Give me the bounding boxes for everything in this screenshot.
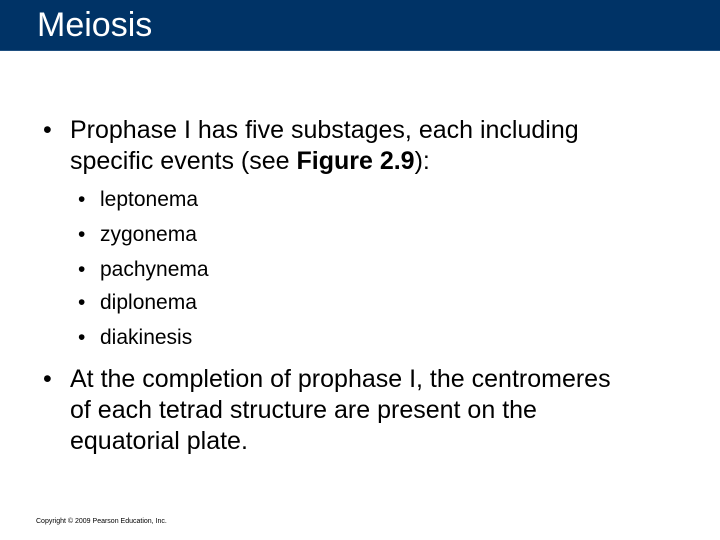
subbullet-dot: • <box>78 291 86 314</box>
subbullet-label: pachynema <box>100 258 209 281</box>
bullet-completion-line3: equatorial plate. <box>70 427 248 455</box>
bullet-prophase-line2-post: ): <box>414 147 430 175</box>
bullet-dot: • <box>43 365 52 393</box>
figure-reference: Figure 2.9 <box>296 147 415 175</box>
bullet-prophase <box>43 115 703 177</box>
subbullet-dot: • <box>78 326 86 349</box>
bullet-completion-line1: At the completion of prophase I, the centromeres <box>70 365 611 393</box>
bullet-prophase-line2 <box>70 146 430 177</box>
subbullet-label: leptonema <box>100 188 199 211</box>
subbullet-label: diplonema <box>100 291 197 314</box>
subbullet-dot: • <box>78 258 86 281</box>
subbullet-dot: • <box>78 223 86 246</box>
slide-title: Meiosis <box>37 6 153 44</box>
bullet-prophase-line1: Prophase I has five substages, each including <box>70 116 579 144</box>
subbullet-label: zygonema <box>100 223 197 246</box>
bullet-dot: • <box>43 116 52 144</box>
subbullet-label: diakinesis <box>100 326 193 349</box>
bullet-prophase-line2-pre: specific events (see <box>70 147 297 175</box>
bullet-completion <box>43 364 703 457</box>
subbullet-dot: • <box>78 188 86 211</box>
bullet-completion-line2: of each tetrad structure are present on the <box>70 396 537 424</box>
copyright-footer: Copyright © 2009 Pearson Education, Inc. <box>36 518 167 525</box>
